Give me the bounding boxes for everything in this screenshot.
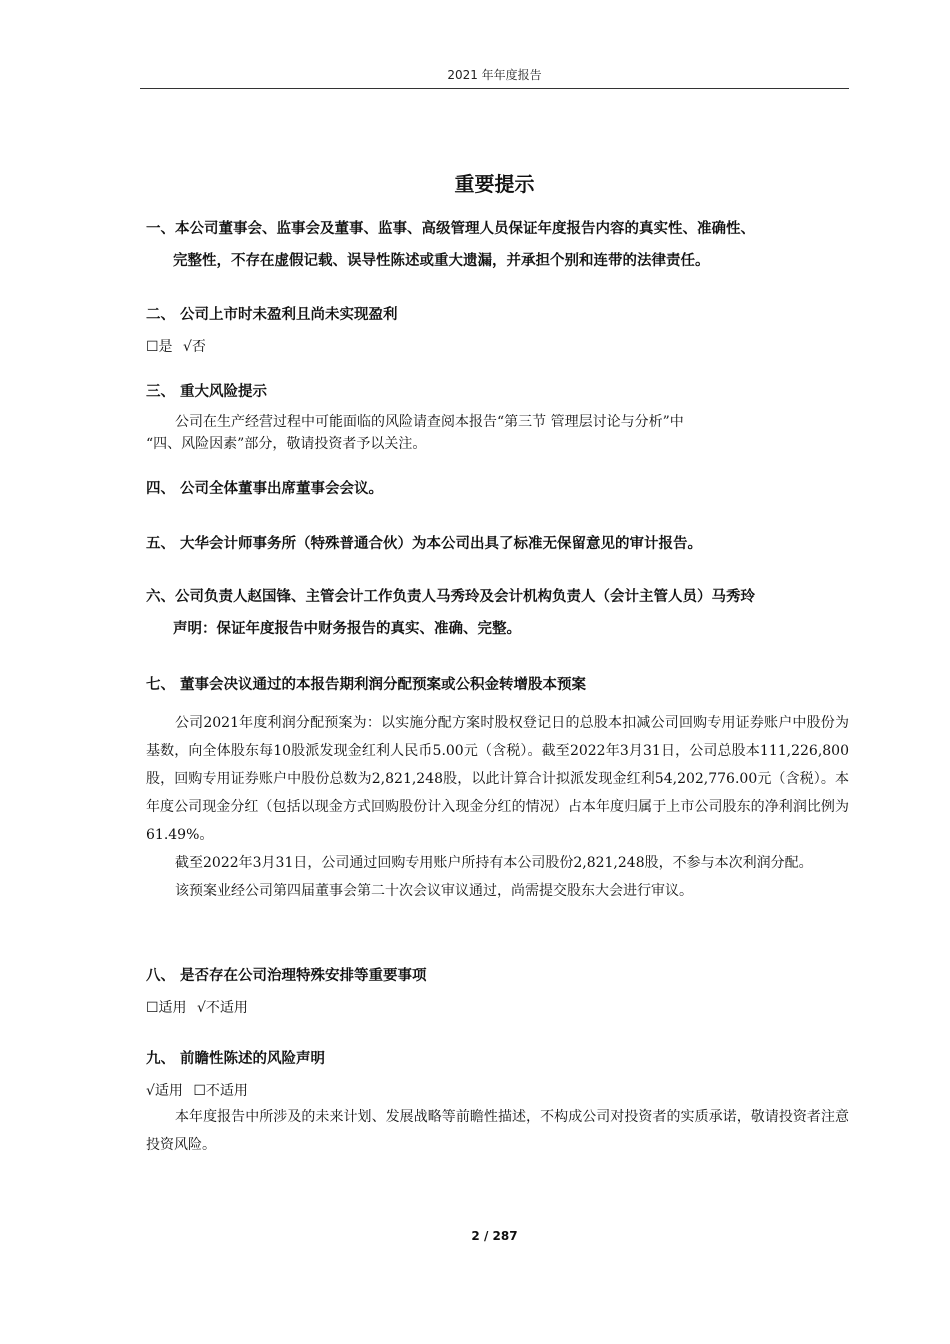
running-header: 2021 年年度报告 xyxy=(447,68,542,82)
section-2-heading: 二、 公司上市时未盈利且尚未实现盈利 xyxy=(146,307,398,323)
section-8-heading: 八、 是否存在公司治理特殊安排等重要事项 xyxy=(146,968,427,984)
section-7-heading: 七、 董事会决议通过的本报告期利润分配预案或公积金转增股本预案 xyxy=(146,677,587,693)
section-1-line-2: 完整性，不存在虚假记载、误导性陈述或重大遗漏，并承担个别和连带的法律责任。 xyxy=(173,253,710,269)
section-8 xyxy=(146,960,849,1018)
section-7 xyxy=(146,669,849,905)
section-4-heading: 四、 公司全体董事出席董事会会议。 xyxy=(146,481,384,497)
section-9-options xyxy=(146,1081,849,1101)
section-1-line-1: 一、本公司董事会、监事会及董事、监事、高级管理人员保证年度报告内容的真实性、准确性、 xyxy=(146,221,755,237)
section-7-paragraph-1: 公司2021年度利润分配预案为：以实施分配方案时股权登记日的总股本扣减公司回购专用证券账户中股份为基数，向全体股东每10股派发现金红利人民币5.00元（含税）。截至2022年3月31日，公司总股本111,226,800股，回购专用证券账户中股份总数为2,821,248股，以此计算合计拟派发现金红利54,202,776.00元（含税）。本年度公司现金分红（包括以现金方式回购股份计入现金分红的情况）占本年度归属于上市公司股东的净利润比例为61.49%。 xyxy=(146,715,849,843)
option-applicable: ☐适用 xyxy=(146,1000,187,1016)
section-5-heading: 五、 大华会计师事务所（特殊普通合伙）为本公司出具了标准无保留意见的审计报告。 xyxy=(146,536,703,552)
option-not-applicable: √不适用 xyxy=(197,1000,248,1016)
section-9 xyxy=(146,1043,849,1159)
option-no: √否 xyxy=(183,339,206,355)
section-7-paragraph-3: 该预案业经公司第四届董事会第二十次会议审议通过，尚需提交股东大会进行审议。 xyxy=(175,883,693,899)
option-yes: ☐是 xyxy=(146,339,173,355)
section-2-options xyxy=(146,337,849,357)
section-9-paragraph-1: 本年度报告中所涉及的未来计划、发展战略等前瞻性描述，不构成公司对投资者的实质承诺，敬请投资者注意投资风险。 xyxy=(146,1109,849,1153)
section-5 xyxy=(146,528,849,560)
section-6-line-2: 声明：保证年度报告中财务报告的真实、准确、完整。 xyxy=(173,621,521,637)
section-3 xyxy=(146,376,849,454)
section-3-line-2: “四、风险因素”部分，敬请投资者予以关注。 xyxy=(146,436,427,452)
section-3-line-1: 公司在生产经营过程中可能面临的风险请查阅本报告“第三节 管理层讨论与分析”中 xyxy=(175,414,684,430)
option-not-applicable: ☐不适用 xyxy=(193,1083,248,1099)
page-number: 2 / 287 xyxy=(471,1229,518,1243)
section-6 xyxy=(146,581,849,645)
header-divider xyxy=(140,88,849,89)
section-6-line-1: 六、公司负责人赵国锋、主管会计工作负责人马秀玲及会计机构负责人（会计主管人员）马秀玲 xyxy=(146,589,755,605)
section-9-heading: 九、 前瞻性陈述的风险声明 xyxy=(146,1051,326,1067)
section-3-heading: 三、 重大风险提示 xyxy=(146,384,268,400)
option-applicable: √适用 xyxy=(146,1083,183,1099)
section-7-paragraph-2: 截至2022年3月31日，公司通过回购专用账户所持有本公司股份2,821,248股，不参与本次利润分配。 xyxy=(175,855,813,871)
section-4 xyxy=(146,473,849,505)
page-title: 重要提示 xyxy=(454,172,535,196)
section-2 xyxy=(146,299,849,357)
section-8-options xyxy=(146,998,849,1018)
section-1 xyxy=(146,213,849,277)
